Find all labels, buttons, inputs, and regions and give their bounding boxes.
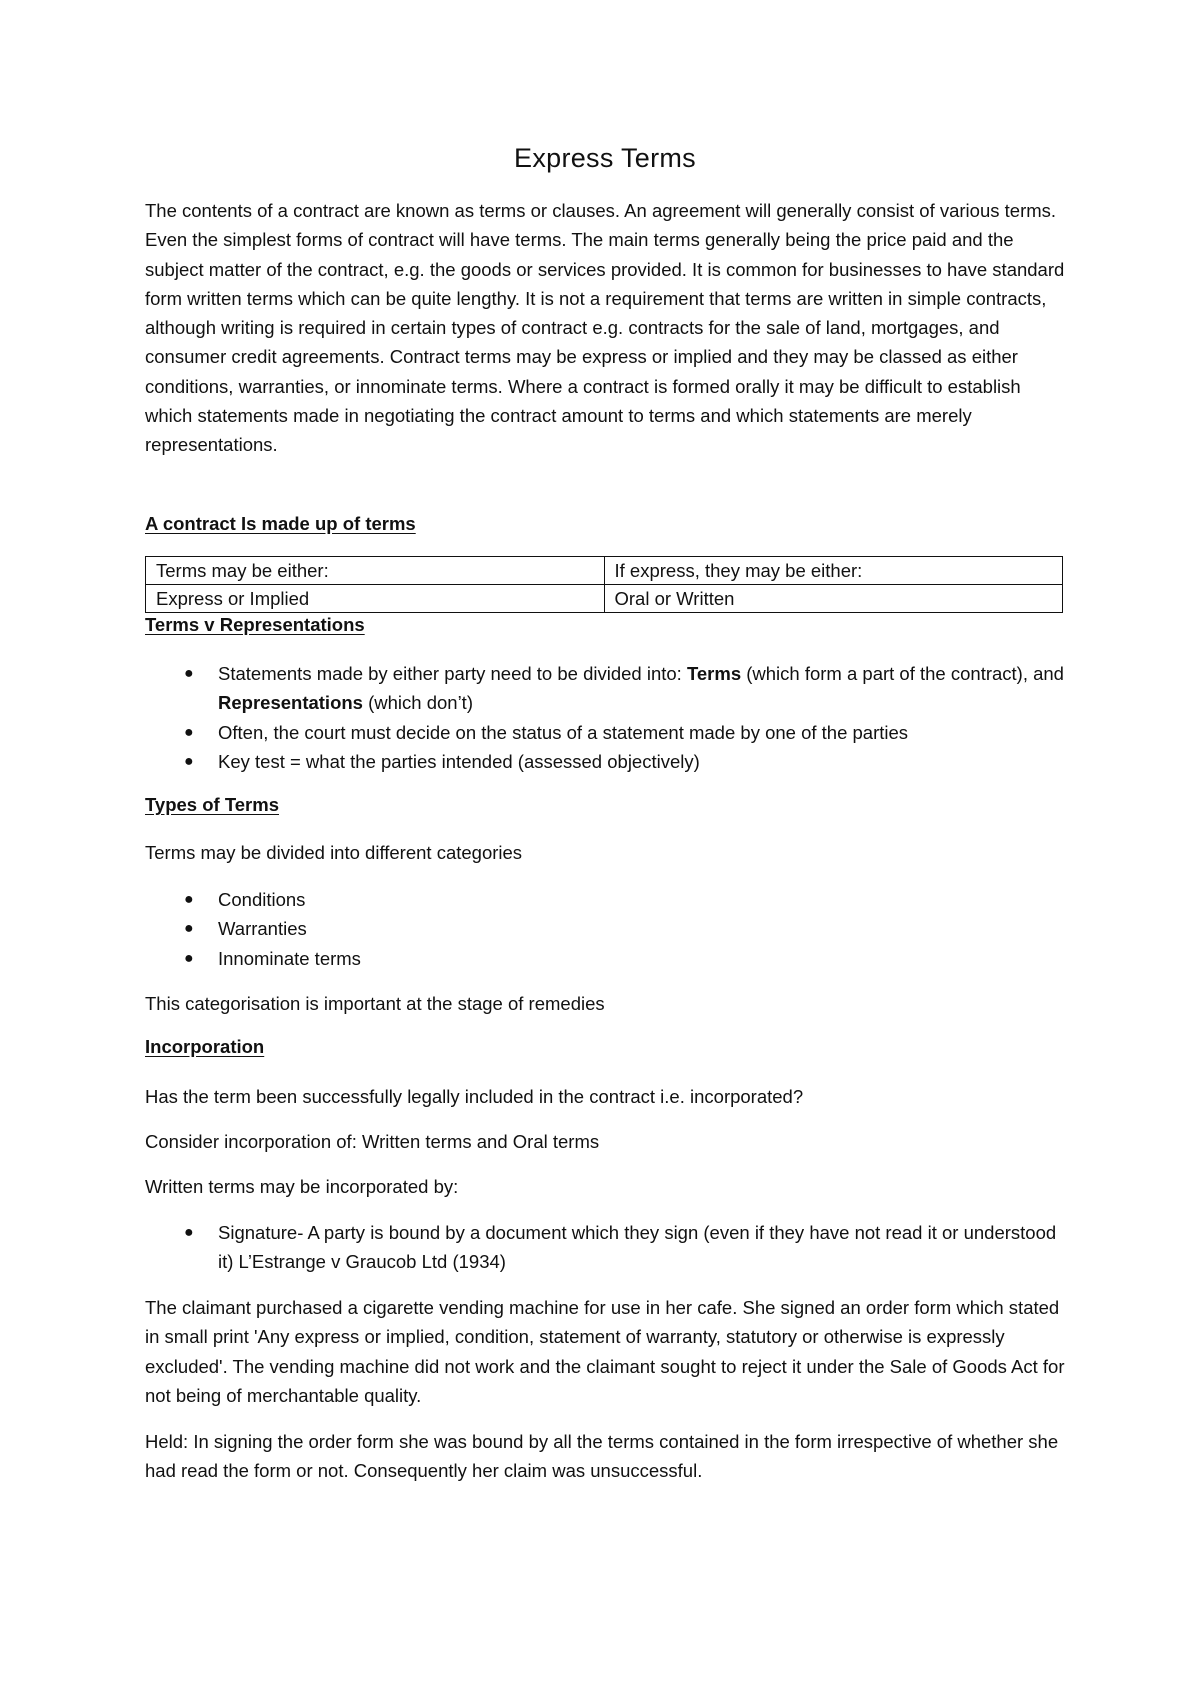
section-heading-types-of-terms: Types of Terms — [145, 794, 279, 815]
bullet-icon: ● — [184, 920, 194, 938]
types-intro: Terms may be divided into different categories — [145, 842, 523, 863]
case-facts-paragraph: The claimant purchased a cigarette vending machine for use in her cafe. She signed an order form which stated in small print 'Any express or implied, condition, statement of warranty, statutory or otherwise is expressly excluded'. The vending machine did not work and the claimant sought to reject it under the Sale of Goods Act for not being of merchantable quality. — [145, 1297, 1065, 1406]
list-item-bold-representations: Representations — [218, 692, 363, 714]
table-cell: Express or Implied — [146, 585, 605, 613]
incorporation-list — [145, 1218, 1065, 1277]
incorporation-written: Written terms may be incorporated by: — [145, 1176, 459, 1197]
bullet-icon: ● — [184, 723, 194, 741]
incorporation-consider: Consider incorporation of: Written terms and Oral terms — [145, 1131, 600, 1152]
types-outro: This categorisation is important at the stage of remedies — [145, 993, 605, 1014]
list-item-text: Key test = what the parties intended (assessed objectively) — [218, 750, 700, 772]
list-item-text: Signature- A party is bound by a document which they sign (even if they have not read it or understood it) L’Estrange v Graucob Ltd (1934) — [218, 1222, 1057, 1273]
list-item-text: Innominate terms — [218, 947, 361, 969]
list-item — [145, 659, 1065, 718]
table-cell: Terms may be either: — [146, 557, 605, 585]
list-item-text: Conditions — [218, 889, 306, 910]
section-heading-terms-v-representations: Terms v Representations — [145, 614, 365, 635]
table-cell: If express, they may be either: — [604, 557, 1063, 585]
incorporation-question: Has the term been successfully legally included in the contract i.e. incorporated? — [145, 1086, 804, 1107]
list-item-text: Statements made by either party need to be divided into: — [218, 663, 687, 684]
bullet-icon: ● — [184, 665, 194, 682]
bullet-icon: ● — [184, 1224, 194, 1241]
bullet-icon: ● — [184, 752, 194, 770]
list-item-text: Warranties — [218, 918, 307, 940]
representations-list — [145, 659, 1065, 776]
table-cell: Oral or Written — [604, 585, 1063, 613]
section-heading-contract-terms: A contract Is made up of terms — [145, 513, 416, 534]
list-item-text: (which don’t) — [362, 692, 473, 714]
list-item — [145, 1218, 1065, 1277]
list-item-text: Often, the court must decide on the status of a statement made by one of the parties — [218, 721, 909, 743]
bullet-icon: ● — [184, 949, 194, 967]
table-row — [146, 585, 1063, 613]
list-item — [145, 885, 1065, 914]
list-item-text: (which form a part of the contract), and — [741, 663, 1064, 684]
terms-table — [145, 556, 1063, 613]
list-item — [145, 914, 1065, 943]
section-heading-incorporation: Incorporation — [145, 1036, 265, 1057]
intro-paragraph: The contents of a contract are known as terms or clauses. An agreement will generally consist of various terms. Even the simplest forms of contract will have terms. The main terms generally being the price paid and the subject matter of the contract, e.g. the goods or services provided. It is common for businesses to have standard form written terms which can be quite lengthy. It is not a requirement that terms are written in simple contracts, although writing is required in certain types of contract e.g. contracts for the sale of land, mortgages, and consumer credit agreements. Contract terms may be express or implied and they may be classed as either conditions, warranties, or innominate terms. Where a contract is formed orally it may be difficult to establish which statements made in negotiating the contract amount to terms and which statements are merely representations. — [145, 200, 1065, 456]
types-list — [145, 885, 1065, 973]
case-held-paragraph: Held: In signing the order form she was bound by all the terms contained in the form irrespective of whether she had read the form or not. Consequently her claim was unsuccessful. — [145, 1431, 1059, 1482]
list-item-bold-term: Terms — [686, 663, 742, 684]
list-item — [145, 944, 1065, 973]
bullet-icon: ● — [184, 891, 194, 908]
page-title: Express Terms — [514, 143, 696, 173]
list-item — [145, 718, 1065, 747]
list-item — [145, 747, 1065, 776]
table-row — [146, 557, 1063, 585]
